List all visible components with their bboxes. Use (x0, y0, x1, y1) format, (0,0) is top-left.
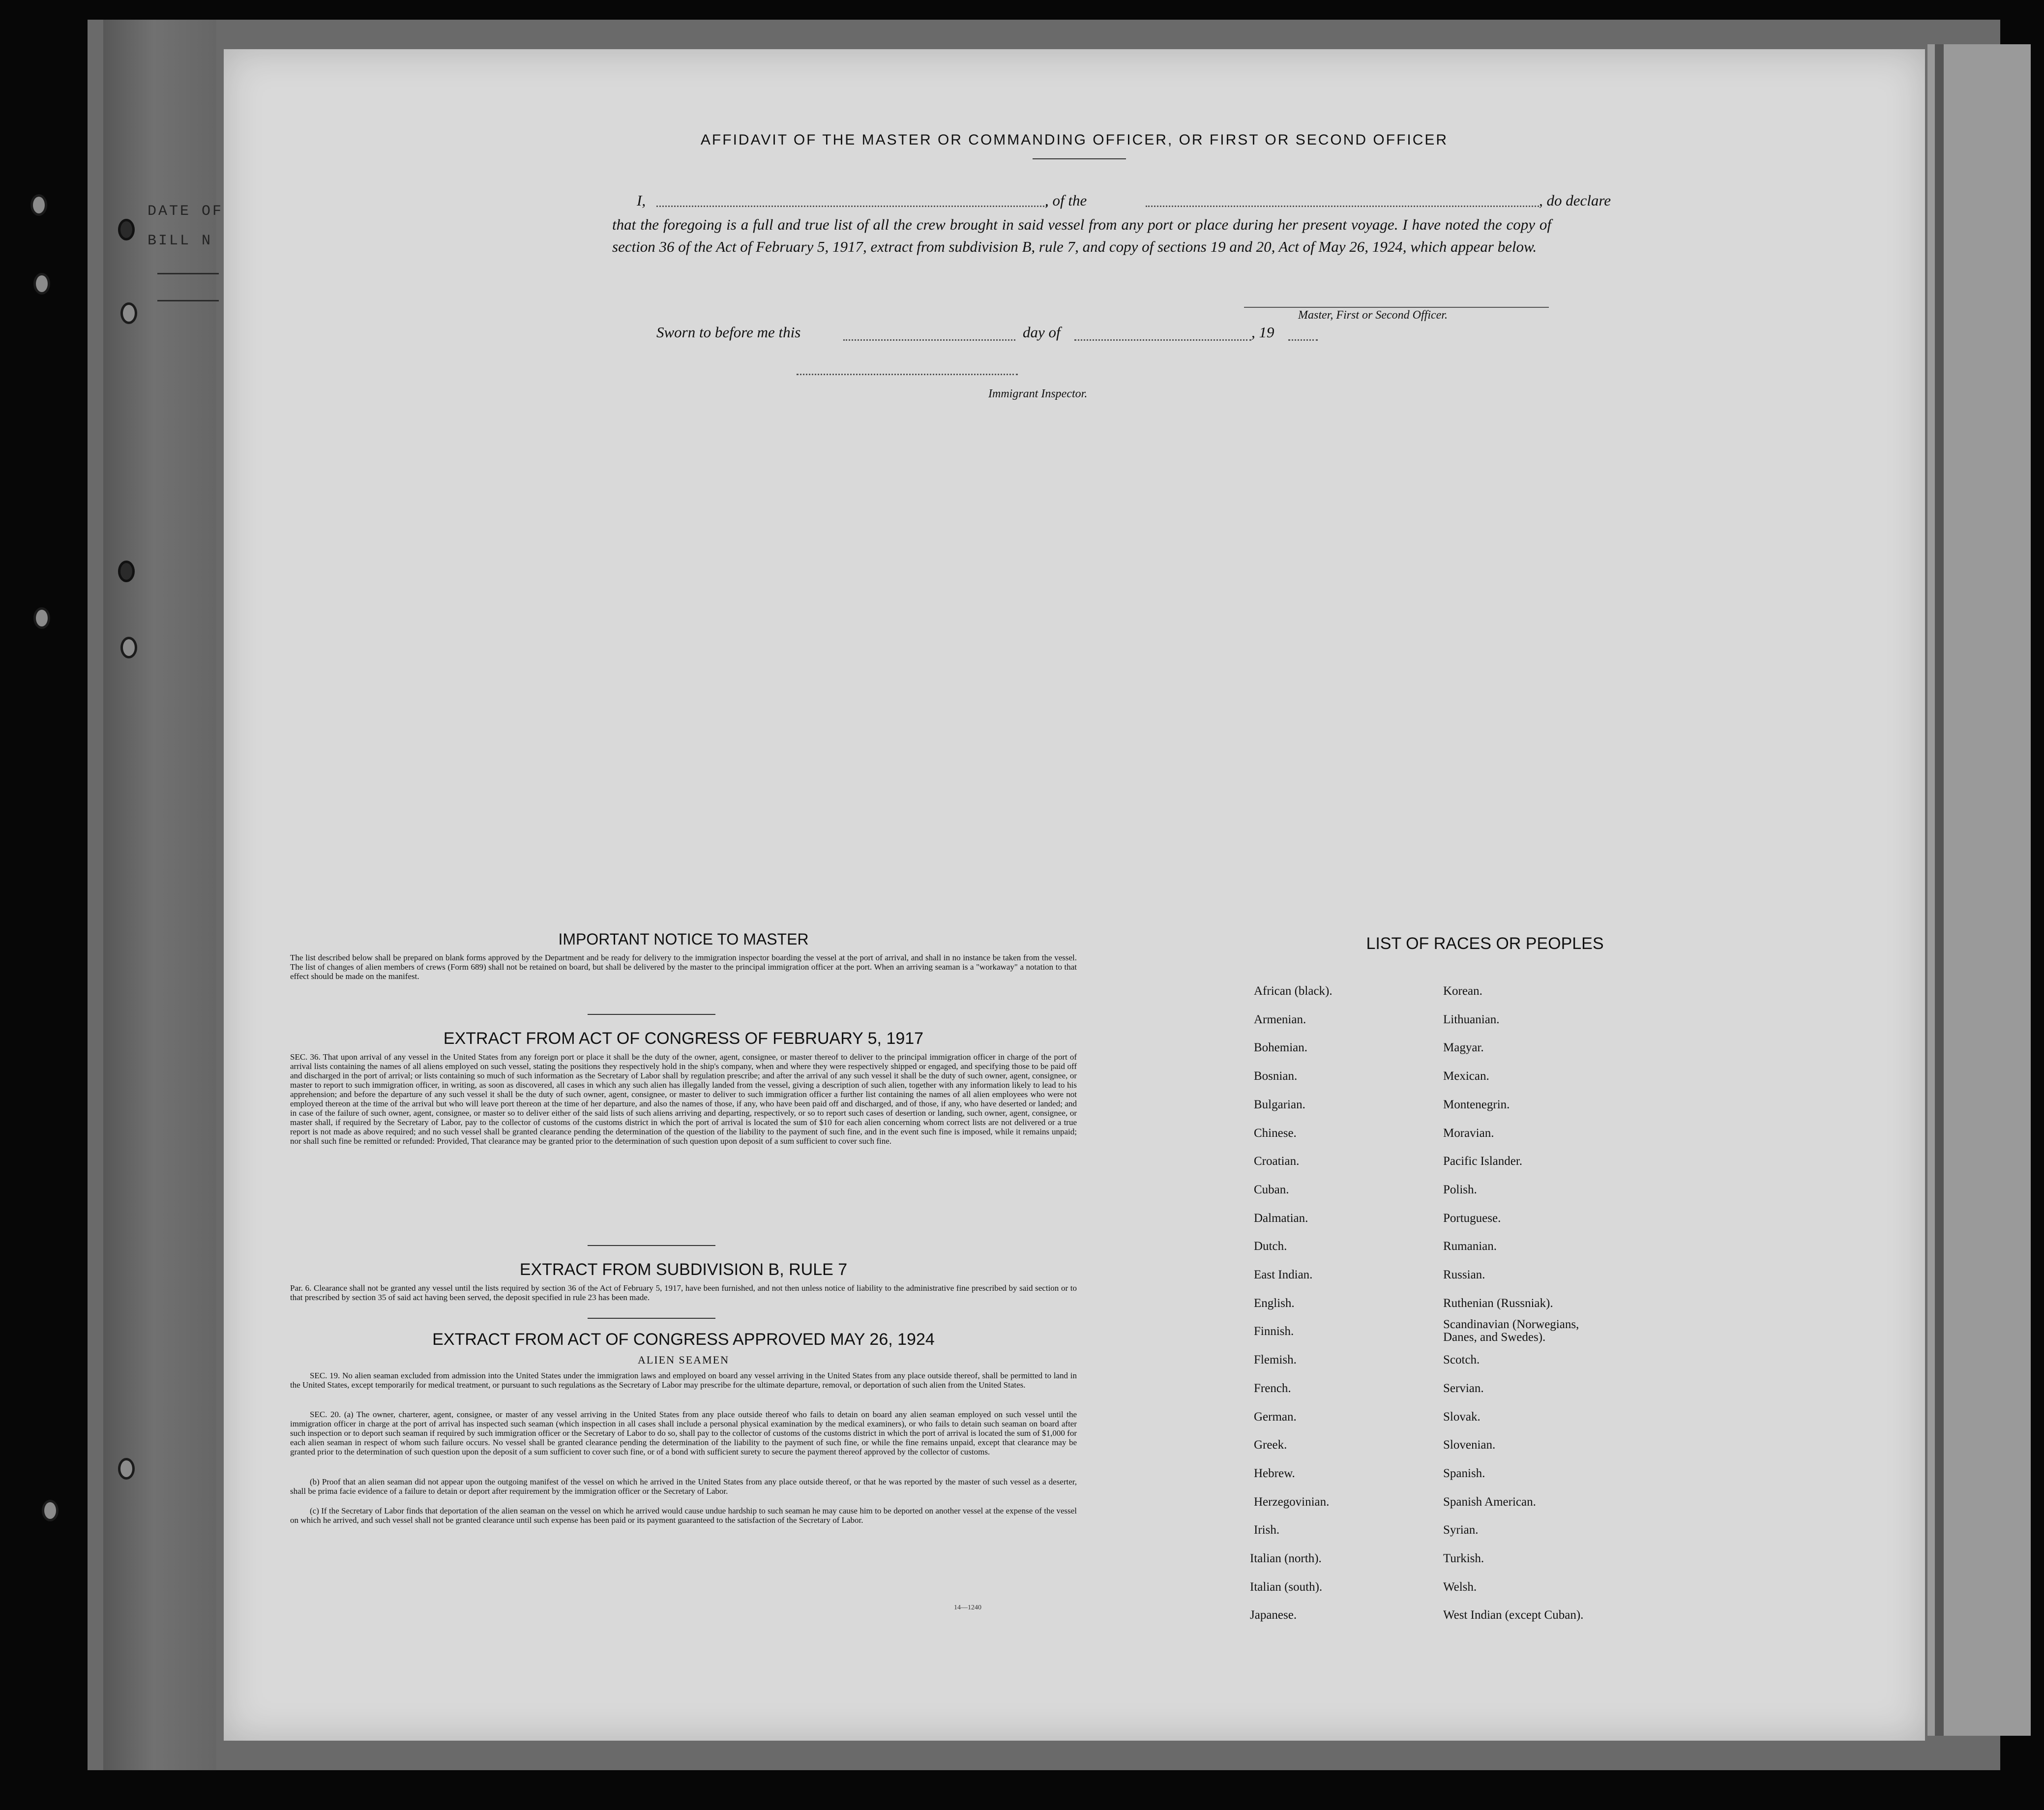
binder-hole (118, 219, 135, 240)
affidavit-sheet (224, 49, 1925, 1741)
extract-1917-title: EXTRACT FROM ACT OF CONGRESS OF FEBRUARY 5, 1917 (443, 1029, 924, 1048)
sec19-text: SEC. 19. No alien seaman excluded from admission into the United States under the immigration laws and employed on board any vessel arriving in the United States from any place outside thereof, shall be permitted to land in the United States, except temporarily for medical treatment, or pursuant to such regulations as the Secretary of Labor may prescribe for the ultimate departure, removal, or deportation of such alien from the United States. (290, 1371, 1077, 1390)
race-left-item: Herzegovinian. (1254, 1495, 1330, 1509)
race-right-item: Slovenian. (1443, 1438, 1496, 1452)
section-rule (588, 1014, 715, 1015)
notice-title: IMPORTANT NOTICE TO MASTER (558, 930, 809, 948)
master-label: Master, First or Second Officer. (1298, 309, 1448, 322)
race-left-item: Bulgarian. (1254, 1098, 1305, 1111)
vessel-blank[interactable] (1146, 206, 1539, 207)
declaration-of: , of the (1045, 192, 1087, 209)
race-left-item: Dutch. (1254, 1240, 1287, 1253)
day-of-label: day of (1023, 324, 1061, 341)
race-right-item: Mexican. (1443, 1069, 1489, 1083)
section-rule (588, 1245, 715, 1246)
binder-hole (30, 194, 47, 216)
race-right-item: Scandinavian (Norwegians, Danes, and Swedes). (1443, 1318, 1579, 1344)
race-left-item: Greek. (1254, 1438, 1287, 1452)
race-left-item: Hebrew. (1254, 1466, 1295, 1480)
race-right-item: Turkish. (1443, 1552, 1484, 1565)
subdivision-text: Par. 6. Clearance shall not be granted any vessel until the lists required by section 36 of the Act of February 5, 1917, have been furnished, and not then unless notice of liability to the administrative fine prescribed by said section or to that prescribed by section 35 of said act having been served, the deposit specified in rule 23 has been made. (290, 1283, 1077, 1302)
inspector-label: Immigrant Inspector. (988, 387, 1088, 400)
race-left-item: German. (1254, 1410, 1297, 1424)
notice-text: The list described below shall be prepared on blank forms approved by the Department and be ready for delivery to the immigration inspector boarding the vessel at the port of arrival, and shall in no instance be taken from the vessel. The list of changes of alien members of crews (Form 689) shall not be retained on board, but shall be delivered by the master to the principal immigration officer at the port. When an arriving seaman is a "workaway" a notation to that effect should be made on the manifest. (290, 953, 1077, 981)
extract-1924-title: EXTRACT FROM ACT OF CONGRESS APPROVED MAY 26, 1924 (432, 1330, 935, 1349)
binder-hole (120, 302, 137, 324)
margin-rule (157, 273, 219, 274)
race-right-item: Russian. (1443, 1268, 1485, 1281)
race-left-item: Italian (north). (1250, 1552, 1322, 1565)
title-rule (1033, 158, 1126, 159)
race-right-item: Korean. (1443, 984, 1482, 998)
race-right-item: Rumanian. (1443, 1240, 1497, 1253)
race-left-item: French. (1254, 1381, 1291, 1395)
race-right-item: Portuguese. (1443, 1211, 1501, 1225)
binder-hole (120, 637, 137, 658)
race-left-item: Chinese. (1254, 1126, 1297, 1140)
year-prefix: , 19 (1251, 324, 1274, 341)
race-right-item: West Indian (except Cuban). (1443, 1608, 1584, 1622)
sworn-label: Sworn to before me this (656, 324, 801, 341)
race-left-item: Irish. (1254, 1523, 1280, 1537)
race-left-item: Dalmatian. (1254, 1211, 1308, 1225)
race-left-item: Armenian. (1254, 1012, 1306, 1026)
race-right-item: Ruthenian (Russniak). (1443, 1296, 1553, 1310)
race-right-item: Servian. (1443, 1381, 1484, 1395)
extract-1917-text: SEC. 36. That upon arrival of any vessel in the United States from any foreign port or place it shall be the duty of the owner, agent, consignee, or master thereof to deliver to the principal immigration officer in charge of the port of arrival lists containing the names of all aliens employed on such vessel, stating the positions they respectively hold in the ship's company, when and where they were respectively shipped or engaged, and specifying those to be paid off and discharged in the port of arrival; or lists containing so much of such information as the Secretary of Labor shall by regulation prescribe; and after the arrival of any such vessel it shall be the duty of such owner, agent, consignee, or master to report to such immigration officer, in writing, as soon as discovered, all cases in which any such alien has illegally landed from the vessel, giving a description of such alien, together with any information likely to lead to his apprehension; and before the departure of any such vessel it shall be the duty of such owner, agent, consignee, or master to deliver to such immigration officer a further list containing the names of all alien employees who were not employed thereon at the time of the arrival but who will leave port thereon at the time of her departure, and also the names of those, if any, who have been paid off and discharged, and of those, if any, who have deserted or landed; and in case of the failure of such owner, agent, consignee, or master so to deliver either of the said lists of such aliens arriving and departing, respectively, or so to report such cases of desertion or landing, such owner, agent, consignee, or master shall, if required by the Secretary of Labor, pay to the collector of customs of the customs district in which the port of arrival is located the sum of $10 for each alien concerning whom correct lists are not delivered or a true report is not made as above required; and no such vessel shall be granted clearance pending the determination of the question of the liability to the payment of such fine, and in the event such fine is imposed, while it remains unpaid; nor shall such fine be remitted or refunded: Provided, That clearance may be granted prior to the determination of such question upon deposit of a sum sufficient to cover such fine. (290, 1052, 1077, 1146)
race-left-item: Cuban. (1254, 1183, 1289, 1196)
declaration-declare: , do declare (1539, 192, 1611, 209)
sworn-month-blank[interactable] (1074, 339, 1251, 341)
margin-rule (157, 300, 219, 301)
race-left-item: Finnish. (1254, 1325, 1294, 1338)
binder-strip (103, 20, 216, 1770)
race-left-item: English. (1254, 1296, 1295, 1310)
underlying-sheet-edge (1935, 44, 1944, 1736)
declaration-i: I, (637, 192, 646, 209)
binder-hole (33, 273, 50, 295)
race-left-item: Bosnian. (1254, 1069, 1298, 1083)
race-right-item: Magyar. (1443, 1041, 1484, 1055)
race-right-item: Lithuanian. (1443, 1012, 1500, 1026)
race-right-item: Spanish American. (1443, 1495, 1536, 1509)
races-title: LIST OF RACES OR PEOPLES (1366, 934, 1604, 953)
race-right-item: Welsh. (1443, 1580, 1477, 1594)
alien-seamen-subtitle: ALIEN SEAMEN (638, 1354, 729, 1366)
section-rule (588, 1318, 715, 1319)
sec20c-text: (c) If the Secretary of Labor finds that deportation of the alien seaman on the vessel on which he arrived would cause undue hardship to such seaman he may cause him to be deported on another vessel at the expense of the vessel on which he arrived, and such vessel shall not be granted clearance until such expense has been paid or its payment guaranteed to the satisfaction of the Secretary of Labor. (290, 1506, 1077, 1525)
race-right-item: Polish. (1443, 1183, 1477, 1196)
race-right-item: Pacific Islander. (1443, 1155, 1523, 1168)
race-left-item: Flemish. (1254, 1353, 1297, 1367)
race-left-item: Bohemian. (1254, 1041, 1308, 1055)
inspector-signature-line[interactable] (797, 374, 1018, 375)
race-left-item: East Indian. (1254, 1268, 1313, 1281)
margin-note-line: BILL N (148, 233, 213, 249)
binder-hole (118, 561, 135, 582)
form-number: 14—1240 (954, 1604, 981, 1611)
binder-hole (33, 607, 50, 629)
race-left-item: Japanese. (1250, 1608, 1297, 1622)
race-left-item: Croatian. (1254, 1155, 1300, 1168)
binder-hole (118, 1458, 135, 1480)
race-right-item: Moravian. (1443, 1126, 1494, 1140)
race-left-item: Italian (south). (1250, 1580, 1323, 1594)
declaration-text: that the foregoing is a full and true list of all the crew brought in said vessel from any port or place during her present voyage. I have noted the copy of section 36 of the Act of February 5, 1917, extract from subdivision B, rule 7, and copy of sections 19 and 20, Act of May 26, 1924, which appear below. (612, 216, 1551, 255)
race-left-item: African (black). (1254, 984, 1333, 998)
sworn-day-blank[interactable] (843, 339, 1015, 341)
race-right-item: Syrian. (1443, 1523, 1479, 1537)
name-blank[interactable] (656, 206, 1047, 207)
subdivision-title: EXTRACT FROM SUBDIVISION B, RULE 7 (519, 1260, 848, 1279)
race-right-item: Spanish. (1443, 1466, 1485, 1480)
master-signature-line[interactable] (1244, 307, 1549, 308)
race-right-item: Scotch. (1443, 1353, 1480, 1367)
margin-note (148, 197, 223, 256)
margin-note-line: DATE OF (148, 203, 224, 220)
sec20a-text: SEC. 20. (a) The owner, charterer, agent, consignee, or master of any vessel arriving in the United States from any place outside thereof who fails to detain on board any alien seaman employed on such vessel until the immigration officer in charge at the port of arrival has inspected such seaman (which inspection in all cases shall include a personal physical examination by the medical examiners), or who fails to detain such seaman on board after such inspection or to deport such seaman if required by such immigration officer or the Secretary of Labor to do so, shall pay to the collector of customs of the customs district in which the port of arrival is located the sum of $1,000 for each alien seaman in respect of whom such failure occurs. No vessel shall be granted clearance pending the determination of the liability to the payment of such fine, or while the fine remains unpaid, except that clearance may be granted prior to the determination of such question upon the deposit of a sum sufficient to cover such fine, or of a bond with sufficient surety to secure the payment thereof approved by the collector of customs. (290, 1410, 1077, 1456)
race-right-item: Montenegrin. (1443, 1098, 1510, 1111)
affidavit-title: AFFIDAVIT OF THE MASTER OR COMMANDING OFFICER, OR FIRST OR SECOND OFFICER (700, 132, 1449, 148)
race-right-item: Slovak. (1443, 1410, 1481, 1424)
binder-hole (42, 1500, 59, 1521)
sec20b-text: (b) Proof that an alien seaman did not appear upon the outgoing manifest of the vessel on which he arrived in the United States from any place outside thereof, or that he was reported by the master of such vessel as a deserter, shall be prima facie evidence of a failure to detain or deport after requirement by the immigration officer or the Secretary of Labor. (290, 1477, 1077, 1496)
sworn-year-blank[interactable] (1288, 339, 1318, 341)
